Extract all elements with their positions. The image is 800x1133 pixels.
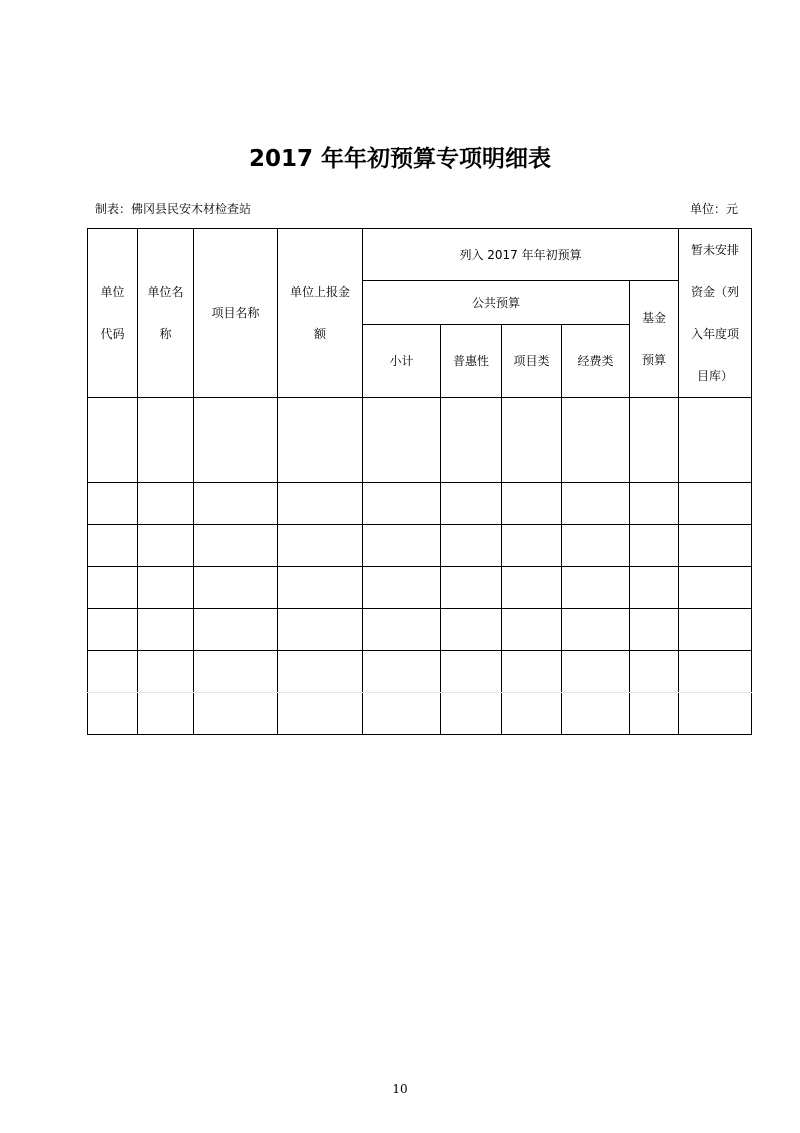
table-row <box>88 398 752 483</box>
table-row <box>88 525 752 567</box>
header-reported-amount: 单位上报金 额 <box>278 229 363 398</box>
table-cell <box>194 398 278 483</box>
table-cell <box>562 398 630 483</box>
header-unit-code: 单位 代码 <box>88 229 138 398</box>
header-unit-name: 单位名 称 <box>138 229 194 398</box>
table-cell <box>562 609 630 651</box>
table-cell <box>363 609 441 651</box>
table-cell <box>194 567 278 609</box>
table-cell <box>679 398 752 483</box>
table-row <box>88 483 752 525</box>
table-cell <box>194 693 278 735</box>
table-cell <box>679 525 752 567</box>
table-cell <box>502 651 562 693</box>
table-cell <box>562 525 630 567</box>
table-cell <box>562 567 630 609</box>
table-cell <box>441 651 502 693</box>
table-cell <box>88 651 138 693</box>
table-cell <box>363 525 441 567</box>
header-row-1 <box>88 229 752 281</box>
table-cell <box>194 483 278 525</box>
preparer-label: 制表：佛冈县民安木材检查站 <box>95 202 252 216</box>
table-cell <box>278 609 363 651</box>
table-cell <box>502 693 562 735</box>
table-cell <box>363 567 441 609</box>
table-cell <box>138 398 194 483</box>
table-cell <box>363 693 441 735</box>
header-unarranged: 暂未安排 资金（列 入年度项 目库） <box>679 229 752 398</box>
table-cell <box>88 567 138 609</box>
table-row <box>88 651 752 693</box>
header-budget-group: 列入 2017 年年初预算 <box>363 229 679 281</box>
table-cell <box>502 567 562 609</box>
table-cell <box>630 525 679 567</box>
table-cell <box>194 525 278 567</box>
table-cell <box>679 651 752 693</box>
header-public-budget: 公共预算 <box>363 281 630 325</box>
table-cell <box>278 525 363 567</box>
table-cell <box>630 398 679 483</box>
table-cell <box>441 525 502 567</box>
header-project-name: 项目名称 <box>194 229 278 398</box>
table-cell <box>679 567 752 609</box>
table-cell <box>138 567 194 609</box>
table-cell <box>88 398 138 483</box>
table-cell <box>630 651 679 693</box>
table-cell <box>502 398 562 483</box>
table-cell <box>278 398 363 483</box>
header-fund-budget: 基金 预算 <box>630 281 679 398</box>
table-cell <box>88 609 138 651</box>
table-row <box>88 609 752 651</box>
table-row <box>88 693 752 735</box>
table-cell <box>502 525 562 567</box>
header-subtotal: 小计 <box>363 325 441 398</box>
table-cell <box>278 693 363 735</box>
table-cell <box>138 651 194 693</box>
table-cell <box>562 693 630 735</box>
budget-table <box>87 228 752 735</box>
header-project-type: 项目类 <box>502 325 562 398</box>
table-cell <box>679 483 752 525</box>
table-cell <box>502 483 562 525</box>
table-row <box>88 567 752 609</box>
table-cell <box>363 483 441 525</box>
table-cell <box>630 609 679 651</box>
table-cell <box>630 693 679 735</box>
table-cell <box>194 651 278 693</box>
unit-label: 单位：元 <box>690 202 739 216</box>
table-cell <box>441 398 502 483</box>
table-cell <box>363 398 441 483</box>
table-cell <box>679 609 752 651</box>
table-cell <box>194 609 278 651</box>
header-expense-type: 经费类 <box>562 325 630 398</box>
table-cell <box>278 483 363 525</box>
table-cell <box>278 651 363 693</box>
table-cell <box>138 483 194 525</box>
table-cell <box>630 483 679 525</box>
table-cell <box>502 609 562 651</box>
table-cell <box>441 693 502 735</box>
table-cell <box>562 651 630 693</box>
document-title: 2017 年年初预算专项明细表 <box>248 146 552 172</box>
table-cell <box>88 693 138 735</box>
table-cell <box>138 693 194 735</box>
table-cell <box>562 483 630 525</box>
table-cell <box>441 567 502 609</box>
header-general: 普惠性 <box>441 325 502 398</box>
table-cell <box>679 693 752 735</box>
table-cell <box>278 567 363 609</box>
table-cell <box>138 525 194 567</box>
table-cell <box>630 567 679 609</box>
table-cell <box>363 651 441 693</box>
table-cell <box>138 609 194 651</box>
page-number: 10 <box>392 1082 408 1096</box>
table-cell <box>88 525 138 567</box>
table-cell <box>441 483 502 525</box>
table-cell <box>88 483 138 525</box>
table-cell <box>441 609 502 651</box>
